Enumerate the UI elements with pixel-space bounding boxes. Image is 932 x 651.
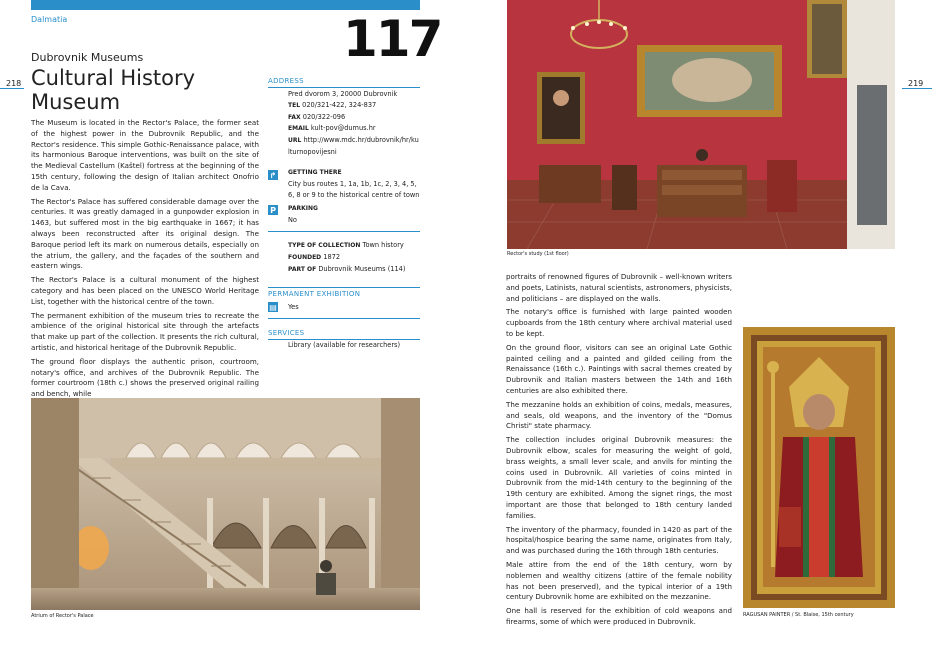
- parking-value: No: [288, 215, 297, 224]
- arrow-turn-icon: ↱: [269, 170, 277, 180]
- paragraph: The Rector's Palace is a cultural monument of the highest category and has been placed on the UNESCO World Heritage List, together with the historical centre of the town.: [31, 275, 259, 306]
- parking-heading: PARKING: [288, 205, 318, 212]
- paragraph: One hall is reserved for the exhibition of cold weapons and firearms, some of which were produced in Dubrovnik.: [506, 606, 732, 626]
- paragraph: The mezzanine holds an exhibition of coins, medals, measures, and seals, old weapons, and the inventory of the "Domus Christi" state pharmacy.: [506, 399, 732, 431]
- paragraph: The inventory of the pharmacy, founded in 1420 as part of the hospital/hospice bearing the same name, originates from Italy, and was purchased during the 16th through 18th centuries.: [506, 524, 732, 556]
- getting-there-value: City bus routes 1, 1a, 1b, 1c, 2, 3, 4, 5, 6, 8 or 9 to the historical centre of town: [288, 179, 420, 199]
- left-body-text: [31, 118, 259, 403]
- paragraph: The notary's office is furnished with large painted wooden cupboards from the 18th century where archival material used to be kept.: [506, 307, 732, 338]
- tel-label: TEL: [288, 101, 301, 109]
- paragraph: The collection includes original Dubrovnik measures: the Dubrovnik elbow, scales for measuring the weight of gold, brass weights, a small lever scale, and anvils for minting the coins used in Dubrovnik. All varieties of coins minted in Dubrovnik from the mid-14th century to the beginning of the 19th century are exhibited. Among the signet rings, the most important are those that belonged to 18th century landed families.: [506, 435, 732, 520]
- right-body-text: [506, 272, 732, 631]
- permanent-rule: [268, 287, 420, 288]
- painting-caption: RAGUSAN PAINTER / St. Blaise, 15th century: [743, 612, 854, 618]
- services-value: Library (available for researchers): [288, 341, 401, 349]
- region-label: Dalmatia: [31, 15, 68, 24]
- url-label: URL: [288, 137, 302, 145]
- paragraph: The permanent exhibition of the museum tries to recreate the ambience of the original historical site through the artefacts that make up part of the collection. It presents the rich cultural, artistic, and historical heritage of the Dubrovnik Republic.: [31, 310, 259, 352]
- st-blaise-illustration: [743, 327, 895, 608]
- founded-label: FOUNDED: [288, 253, 322, 261]
- collection-block: [288, 240, 420, 275]
- collection-rule: [268, 231, 420, 232]
- page-title: Cultural History Museum: [31, 66, 196, 114]
- paragraph: portraits of renowned figures of Dubrovnik – well-known writers and poets, Latinists, natural scientists, astronomers, physicists, and politicians – are displayed on the walls.: [506, 272, 732, 303]
- entry-number: 117: [343, 10, 442, 68]
- services-rule: [268, 318, 420, 319]
- address-value: Pred dvorom 3, 20000 Dubrovnik: [288, 90, 398, 98]
- paragraph: On the ground floor, visitors can see an original Late Gothic painted ceiling and a painted and gilded ceiling from the Renaissance (16th c.). Paintings with sacral themes created by Dubrovnik and Italian masters between the 14th and 16th centuries are also exhibited there.: [506, 342, 732, 395]
- atrium-illustration: [31, 398, 420, 610]
- info-column: [268, 76, 420, 87]
- fax-value: 020/322-096: [302, 112, 346, 121]
- study-illustration: [507, 0, 895, 249]
- part-of-label: PART OF: [288, 265, 317, 273]
- parking-block: [288, 204, 420, 226]
- permanent-heading: PERMANENT EXHIBITION: [268, 290, 361, 298]
- services-heading: SERVICES: [268, 329, 305, 337]
- email-label: EMAIL: [288, 125, 309, 133]
- part-of-value: Dubrovnik Museums (114): [318, 264, 406, 273]
- address-heading: ADDRESS: [268, 77, 304, 85]
- museum-group: Dubrovnik Museums: [31, 51, 144, 64]
- paragraph: Male attire from the end of the 18th century, worn by noblemen and wealthy citizens (attire of the female nobility has not been preserved), and the typical interior of a 19th century Dubrovnik home are exhibited on the mezzanine.: [506, 559, 732, 602]
- st-blaise-painting: [743, 327, 895, 608]
- paragraph: The ground floor displays the authentic prison, courtroom, notary's office, and archives of the Dubrovnik Republic. The former courtroom (18th c.) shows the preserved original railing and bench, while: [31, 356, 259, 399]
- tel-value: 020/321-422, 324-837: [302, 100, 377, 109]
- page-number: 219: [908, 79, 924, 88]
- fax-label: FAX: [288, 113, 301, 121]
- email-link[interactable]: kult-pov@dumus.hr: [310, 124, 376, 133]
- founded-value: 1872: [323, 252, 341, 261]
- page-number-rule: [902, 88, 932, 89]
- paragraph: The Rector's Palace has suffered considerable damage over the centuries. It was greatly damaged in a gunpowder explosion in 1463, but suffered most in the big earthquake in 1667; it has always been reconstructed after its original design. The Baroque period left its mark on numerous details, especially on the atrium, the gallery, and the façades of the southern and eastern wings.: [31, 196, 259, 271]
- page-number-rule: [0, 88, 24, 89]
- exhibition-icon: ▤: [269, 302, 277, 312]
- right-page: [466, 0, 932, 651]
- contact-block: [288, 89, 420, 158]
- address-rule: [268, 87, 420, 88]
- type-value: Town history: [362, 241, 404, 249]
- study-photo: [507, 0, 895, 249]
- permanent-value: Yes: [288, 303, 299, 311]
- parking-icon: P: [268, 205, 278, 215]
- getting-there-heading: GETTING THERE: [288, 169, 342, 176]
- type-label: TYPE OF COLLECTION: [288, 242, 361, 249]
- paragraph: The Museum is located in the Rector's Palace, the former seat of the highest power in the Dubrovnik Republic, and the Rector's residence. This simple Gothic-Renaissance palace, with its harmonious Baroque interventions, was built on the site of the Medieval Castellum (Kaštel) fortress at the beginning of the 15th century, following the design of Italian architect Onofrio de la Cava.: [31, 118, 259, 192]
- atrium-photo: [31, 398, 420, 610]
- permanent-block: [268, 289, 420, 300]
- atrium-caption: Atrium of Rector's Palace: [31, 613, 94, 619]
- region-color-bar: [31, 0, 420, 10]
- page-number: 218: [6, 79, 22, 88]
- study-caption: Rector's study (1st floor): [507, 251, 569, 257]
- url-link[interactable]: http://www.mdc.hr/dubrovnik/hr/kulturnopovijesni: [288, 136, 419, 156]
